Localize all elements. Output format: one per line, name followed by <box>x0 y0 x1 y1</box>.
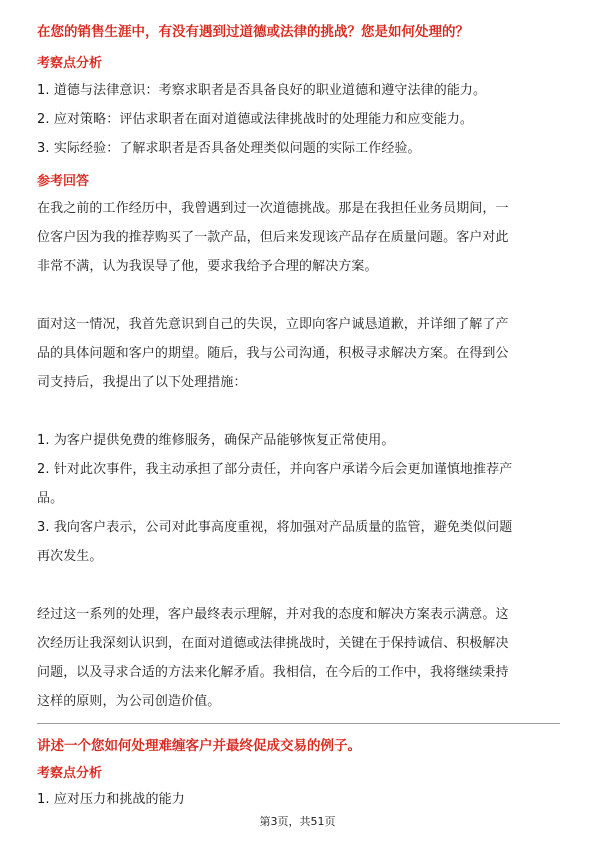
measure-item-3: 3. 我向客户表示，公司对此事高度重视，将加强对产品质量的监管，避免类似问题 <box>37 520 513 535</box>
answer-paragraph-3-line-1: 经过这一系列的处理，客户最终表示理解，并对我的态度和解决方案表示满意。这 <box>37 607 509 622</box>
analysis-heading-2: 考察点分析 <box>37 766 103 781</box>
measure-item-1: 1. 为客户提供免费的维修服务，确保产品能够恢复正常使用。 <box>37 433 395 448</box>
analysis-point-3: 3. 实际经验：了解求职者是否具备处理类似问题的实际工作经验。 <box>37 141 421 156</box>
answer-paragraph-1-line-1: 在我之前的工作经历中，我曾遇到过一次道德挑战。那是在我担任业务员期间，一 <box>37 201 509 216</box>
section-divider <box>37 723 560 724</box>
answer-paragraph-2-line-2: 品的具体问题和客户的期望。随后，我与公司沟通，积极寻求解决方案。在得到公 <box>37 346 509 361</box>
answer-paragraph-1-line-2: 位客户因为我的推荐购买了一款产品，但后来发现该产品存在质量问题。客户对此 <box>37 230 509 245</box>
answer-paragraph-3-line-3: 问题，以及寻求合适的方法来化解矛盾。我相信，在今后的工作中，我将继续秉持 <box>37 665 509 680</box>
measure-item-3-cont: 再次发生。 <box>37 549 103 564</box>
question-2-title: 讲述一个您如何处理难缠客户并最终促成交易的例子。 <box>37 738 361 754</box>
measure-item-2: 2. 针对此次事件，我主动承担了部分责任，并向客户承诺今后会更加谨慎地推荐产 <box>37 462 513 477</box>
analysis-point-2: 2. 应对策略：评估求职者在面对道德或法律挑战时的处理能力和应变能力。 <box>37 112 474 127</box>
measure-item-2-cont: 品。 <box>37 491 64 506</box>
analysis-point-1: 1. 道德与法律意识：考察求职者是否具备良好的职业道德和遵守法律的能力。 <box>37 83 487 98</box>
answer-paragraph-3-line-2: 次经历让我深刻认识到，在面对道德或法律挑战时，关键在于保持诚信、积极解决 <box>37 636 509 651</box>
answer-paragraph-3-line-4: 这样的原则，为公司创造价值。 <box>37 694 221 709</box>
answer-paragraph-2-line-1: 面对这一情况，我首先意识到自己的失误，立即向客户诚恳道歉，并详细了解了产 <box>37 317 509 332</box>
answer-heading: 参考回答 <box>37 174 90 189</box>
page-number: 第3页，共51页 <box>259 815 336 828</box>
question-1-title: 在您的销售生涯中，有没有遇到过道德或法律的挑战？您是如何处理的？ <box>37 24 469 40</box>
analysis-heading-1: 考察点分析 <box>37 56 103 71</box>
analysis-2-point-1: 1. 应对压力和挑战的能力 <box>37 792 185 807</box>
answer-paragraph-2-line-3: 司支持后，我提出了以下处理措施： <box>37 375 247 390</box>
answer-paragraph-1-line-3: 非常不满，认为我误导了他，要求我给予合理的解决方案。 <box>37 259 378 274</box>
